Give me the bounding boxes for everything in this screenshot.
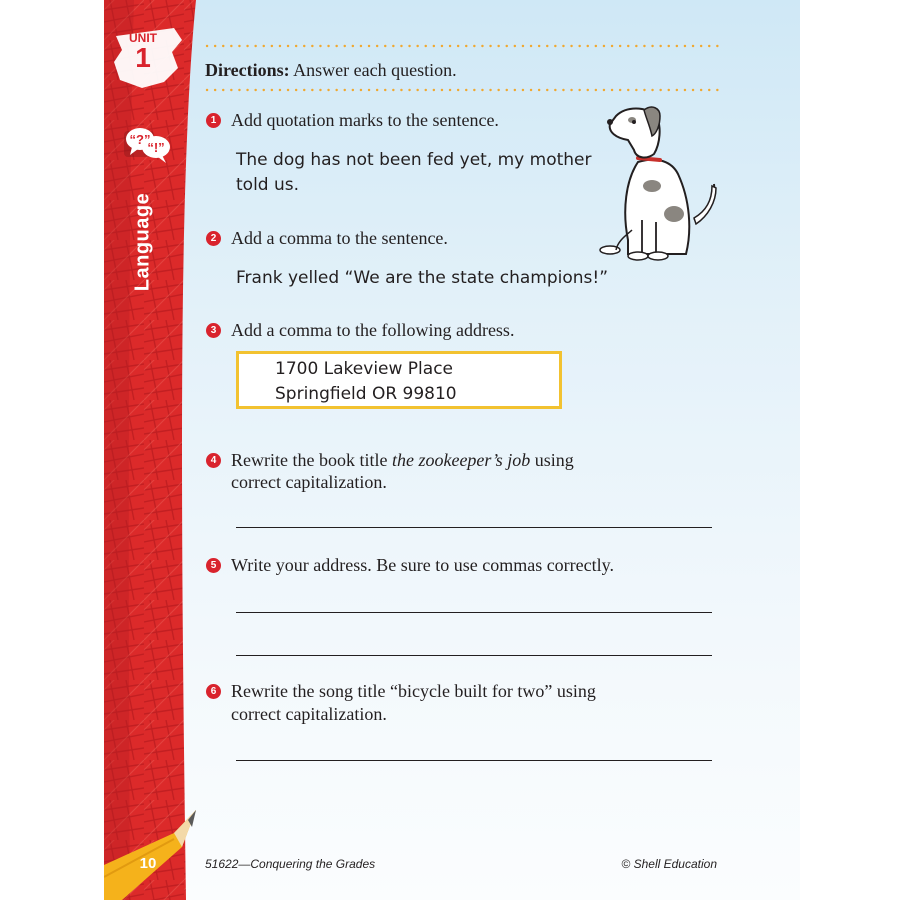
answer-line[interactable] bbox=[236, 527, 712, 528]
dog-illustration bbox=[598, 100, 722, 262]
question-prompt-line2: correct capitalization. bbox=[231, 472, 387, 492]
unit-label: UNIT bbox=[129, 31, 157, 45]
directions-text: Answer each question. bbox=[289, 60, 457, 80]
page-number: 10 bbox=[139, 855, 157, 872]
question-prompt: Add a comma to the sentence. bbox=[231, 228, 448, 248]
question-number: 4 bbox=[206, 453, 221, 468]
prompt-text: using bbox=[530, 450, 574, 470]
question-prompt-line2: correct capitalization. bbox=[231, 704, 387, 724]
question-prompt: Add quotation marks to the sentence. bbox=[231, 110, 499, 130]
dotted-divider-bottom bbox=[205, 88, 720, 92]
unit-number: 1 bbox=[135, 42, 151, 73]
answer-line[interactable] bbox=[236, 655, 712, 656]
address-line: 1700 Lakeview Place bbox=[275, 359, 454, 379]
question-number: 1 bbox=[206, 113, 221, 128]
footer-title: 51622—Conquering the Grades bbox=[205, 857, 376, 871]
dotted-divider-top bbox=[205, 44, 720, 48]
question-number: 6 bbox=[206, 684, 221, 699]
question-prompt bbox=[231, 449, 574, 471]
question-prompt: Add a comma to the following address. bbox=[231, 320, 515, 340]
prompt-text: Rewrite the book title bbox=[231, 450, 392, 470]
answer-line[interactable] bbox=[236, 612, 712, 613]
address-line: Springfield OR 99810 bbox=[275, 384, 457, 404]
directions-label: Directions: bbox=[205, 60, 290, 80]
address-box bbox=[236, 351, 562, 409]
question-number: 3 bbox=[206, 323, 221, 338]
sample-sentence-line: told us. bbox=[236, 175, 300, 195]
quote-speech-bubbles-icon bbox=[124, 125, 172, 165]
question-prompt: Rewrite the song title “bicycle built for two” using bbox=[231, 681, 596, 701]
pencil-icon bbox=[104, 805, 204, 900]
sample-sentence-line: The dog has not been fed yet, my mother bbox=[236, 150, 592, 170]
question-number: 5 bbox=[206, 558, 221, 573]
svg-text:“!”: “!” bbox=[147, 140, 165, 155]
book-title: the zookeeper’s job bbox=[391, 450, 531, 470]
question-prompt: Write your address. Be sure to use commas correctly. bbox=[231, 555, 614, 575]
svg-text:“?”: “?” bbox=[129, 132, 151, 147]
question-number: 2 bbox=[206, 231, 221, 246]
answer-line[interactable] bbox=[236, 760, 712, 761]
directions bbox=[205, 60, 457, 81]
footer-copyright: © Shell Education bbox=[621, 857, 717, 871]
sample-sentence-line: Frank yelled “We are the state champions!” bbox=[236, 268, 609, 288]
subject-label: Language bbox=[131, 192, 154, 292]
